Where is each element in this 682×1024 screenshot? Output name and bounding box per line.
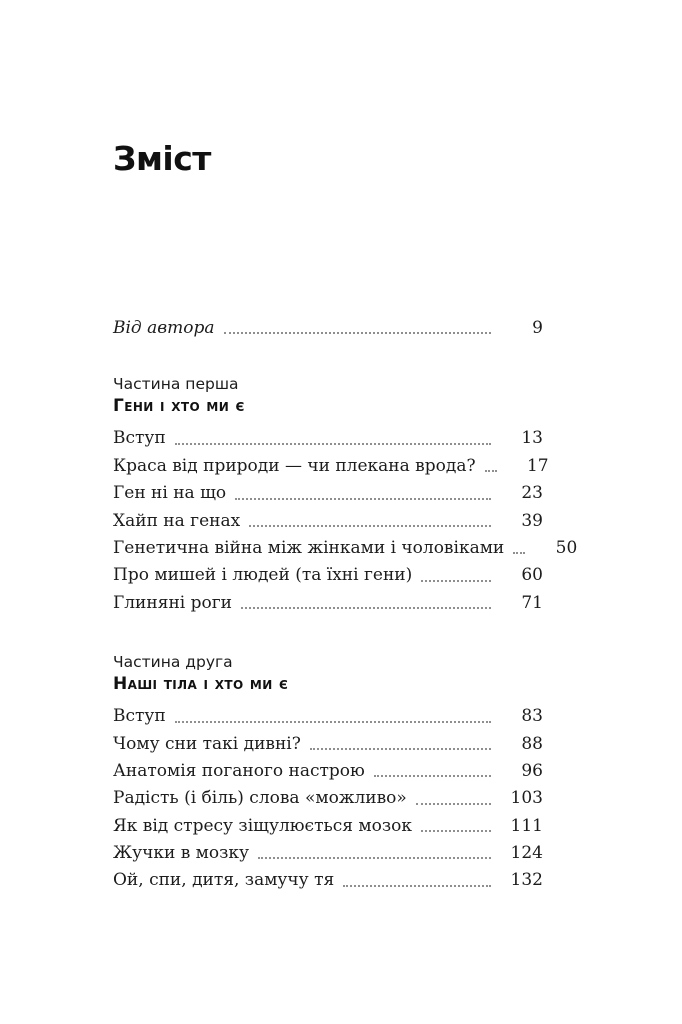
toc-entry-label: Ген ні на що — [113, 483, 227, 504]
page-number: 39 — [521, 510, 543, 531]
page-number: 111 — [510, 815, 543, 836]
toc-entry — [113, 867, 543, 894]
part-label: Частина перша — [113, 375, 239, 394]
toc-entry — [113, 731, 543, 758]
toc-entry-label: Від автора — [113, 318, 215, 338]
dotted-leader — [485, 470, 497, 472]
toc-entry — [113, 785, 543, 812]
page-number: 103 — [510, 788, 543, 809]
dotted-leader — [224, 332, 491, 334]
toc-entry-front-matter — [113, 315, 543, 342]
part-title: Гени і хто ми є — [113, 396, 245, 417]
dotted-leader — [175, 443, 491, 445]
dotted-leader — [374, 775, 491, 777]
toc-entry — [113, 425, 543, 452]
page-number: 17 — [526, 455, 549, 476]
dotted-leader — [421, 580, 491, 582]
toc-entry-label: Ой, спи, дитя, замучу тя — [113, 870, 335, 891]
dotted-leader — [421, 830, 491, 832]
page-number: 132 — [510, 870, 543, 891]
toc-entry-label: Як від стресу зіщулюється мозок — [113, 815, 412, 836]
toc-entry — [113, 480, 543, 507]
toc-entry — [113, 703, 543, 730]
toc-entry — [113, 508, 543, 535]
toc-entry-label: Радість (і біль) слова «можливо» — [113, 788, 407, 809]
page-title: Зміст — [113, 139, 211, 178]
toc-entry — [113, 813, 543, 840]
toc-entry — [113, 590, 543, 617]
page-number: 71 — [521, 592, 543, 613]
part-label: Частина друга — [113, 653, 233, 672]
toc-entry-label: Краса від природи — чи плекана врода? — [113, 455, 476, 476]
part-title: Наші тіла і хто ми є — [113, 674, 289, 695]
toc-entries — [113, 703, 543, 895]
toc-entry — [113, 453, 549, 480]
page-number: 9 — [532, 318, 543, 338]
toc-entry-label: Вступ — [113, 428, 166, 449]
toc-entry-label: Генетична війна між жінками і чоловіками — [113, 537, 505, 558]
toc-entry — [113, 758, 543, 785]
dotted-leader — [175, 721, 491, 723]
toc-entry-label: Чому сни такі дивні? — [113, 733, 301, 754]
dotted-leader — [258, 857, 491, 859]
toc-entry — [113, 840, 543, 867]
page-number: 124 — [510, 843, 543, 864]
toc-entry-label: Вступ — [113, 706, 166, 727]
toc-entry-label: Анатомія поганого настрою — [113, 760, 365, 781]
toc-entry-label: Жучки в мозку — [113, 843, 250, 864]
dotted-leader — [241, 607, 491, 609]
dotted-leader — [235, 498, 491, 500]
toc-entry — [113, 562, 543, 589]
page-number: 13 — [521, 428, 543, 449]
dotted-leader — [416, 803, 491, 805]
toc-entry-label: Хайп на генах — [113, 510, 241, 531]
dotted-leader — [513, 552, 525, 554]
dotted-leader — [343, 885, 491, 887]
page-number: 23 — [521, 483, 543, 504]
dotted-leader — [310, 748, 491, 750]
toc-section-part-one — [113, 373, 578, 617]
page-number: 83 — [521, 706, 543, 727]
toc-entries — [113, 425, 578, 617]
dotted-leader — [249, 525, 491, 527]
toc-entry — [113, 535, 578, 562]
toc-entry-label: Глиняні роги — [113, 592, 232, 613]
page-number: 96 — [521, 760, 543, 781]
page-number: 50 — [555, 537, 578, 558]
toc-entry-label: Про мишей і людей (та їхні гени) — [113, 565, 413, 586]
toc-section-part-two — [113, 651, 543, 895]
page-number: 60 — [521, 565, 543, 586]
page-number: 88 — [521, 733, 543, 754]
